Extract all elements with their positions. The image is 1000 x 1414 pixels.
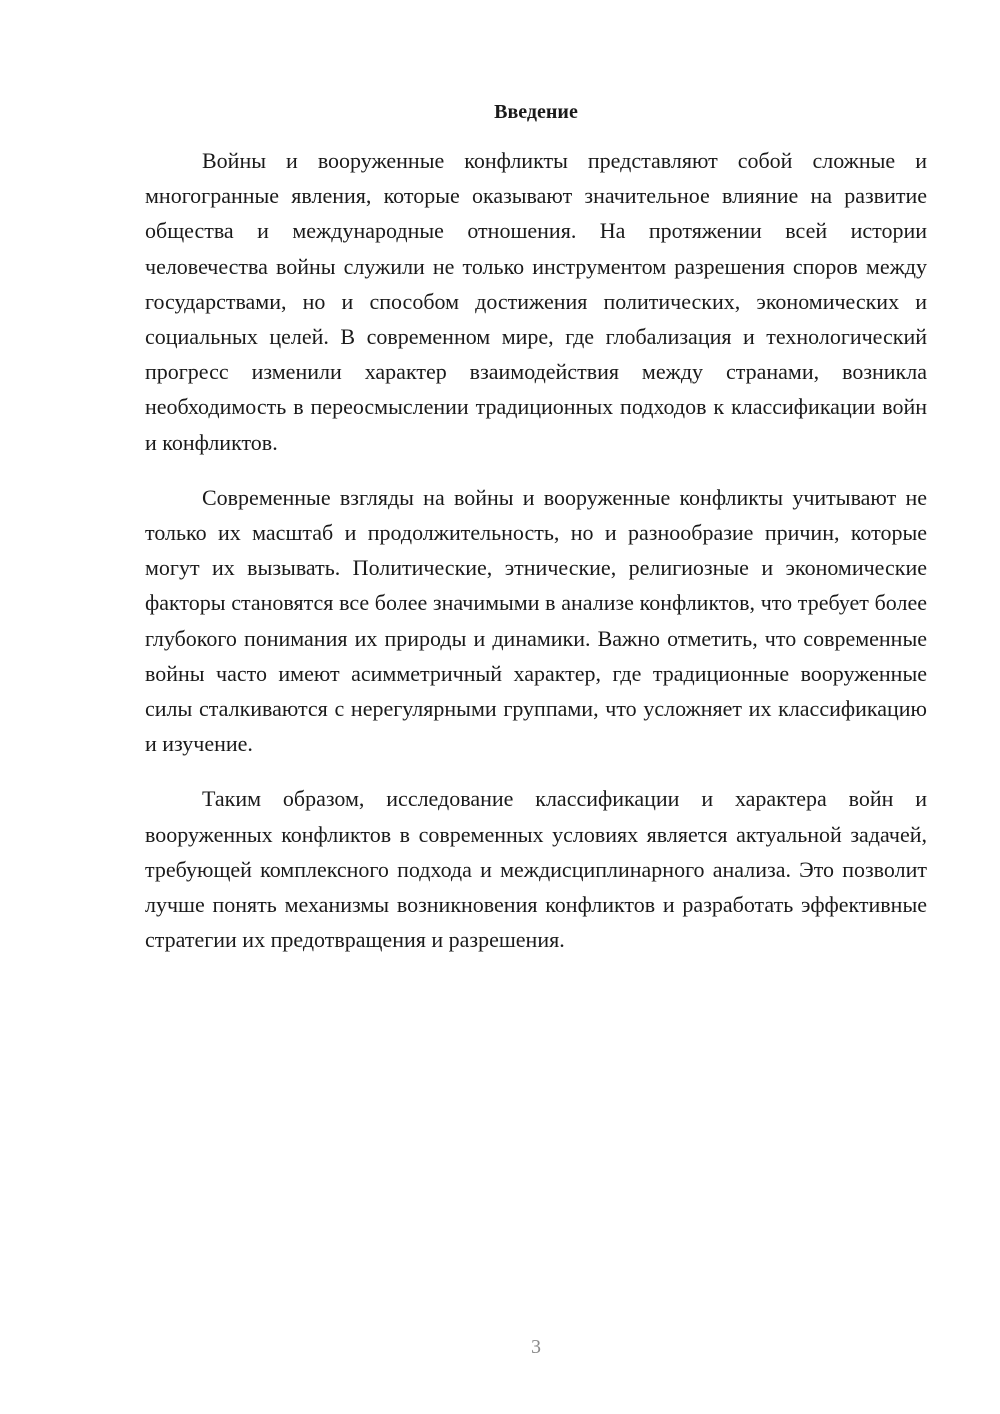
paragraph-1: Войны и вооруженные конфликты представляют собой сложные и многогранные явления, которые оказывают значительное влияние на развитие общества и международные отношения. На протяжении всей истории человечества войны служили не только инструментом разрешения споров между государствами, но и способом достижения политических, экономических и социальных целей. В современном мире, где глобализация и технологический прогресс изменили характер взаимодействия между странами, возникла необходимость в переосмыслении традиционных подходов к классификации войн и конфликтов. xyxy=(145,148,927,455)
paragraph-3: Таким образом, исследование классификации и характера войн и вооруженных конфликтов в современных условиях является актуальной задачей, требующей комплексного подхода и междисциплинарного анализа. Это позволит лучше понять механизмы возникновения конфликтов и разработать эффективные стратегии их предотвращения и разрешения. xyxy=(145,786,927,953)
body-text xyxy=(145,143,927,977)
section-title: Введение xyxy=(494,101,578,123)
page-number: 3 xyxy=(531,1336,541,1358)
paragraph-2: Современные взгляды на войны и вооруженные конфликты учитывают не только их масштаб и продолжительность, но и разнообразие причин, которые могут их вызывать. Политические, этнические, религиозные и экономические факторы становятся все более значимыми в анализе конфликтов, что требует более глубокого понимания их природы и динамики. Важно отметить, что современные войны часто имеют асимметричный характер, где традиционные вооруженные силы сталкиваются с нерегулярными группами, что усложняет их классификацию и изучение. xyxy=(145,484,927,757)
